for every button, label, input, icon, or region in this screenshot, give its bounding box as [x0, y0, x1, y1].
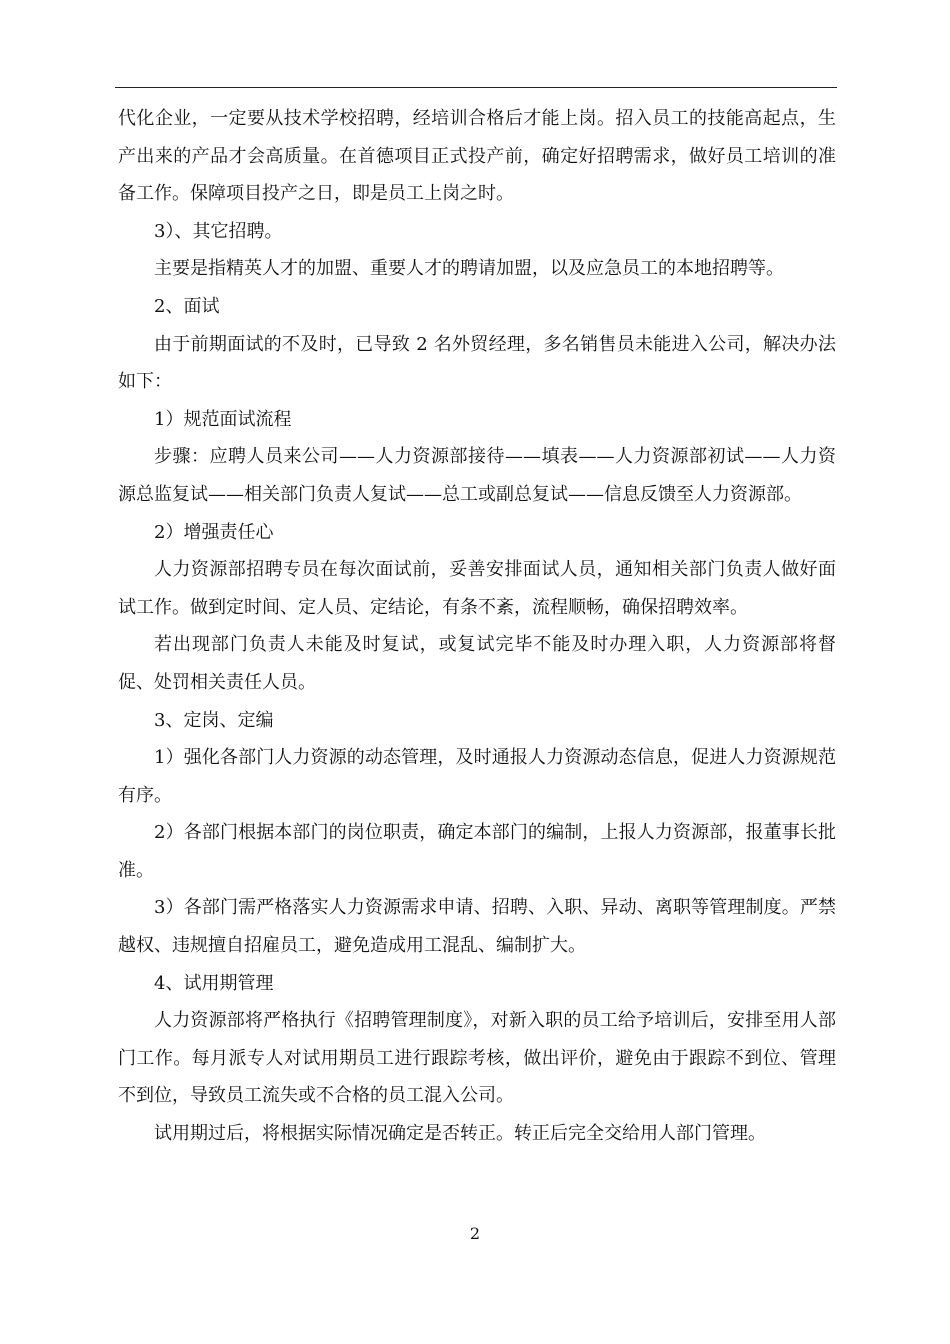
list-item: 3）各部门需严格落实人力资源需求申请、招聘、入职、异动、离职等管理制度。严禁越权、违规擅自招雇员工，避免造成用工混乱、编制扩大。	[118, 897, 836, 957]
paragraph: 人力资源部将严格执行《招聘管理制度》，对新入职的员工给予培训后，安排至用人部门工作。每月派专人对试用期员工进行跟踪考核，做出评价，避免由于跟踪不到位、管理不到位，导致员工流失或不合格的员工混入公司。	[118, 1010, 836, 1107]
page-number: 2	[469, 1224, 481, 1243]
subheading-responsibility: 2）增强责任心	[154, 521, 274, 543]
paragraph: 试用期过后，将根据实际情况确定是否转正。转正后完全交给用人部门管理。	[154, 1123, 766, 1145]
paragraph: 主要是指精英人才的加盟、重要人才的聘请加盟，以及应急员工的本地招聘等。	[154, 258, 784, 280]
section-heading-staffing: 3、定岗、定编	[154, 709, 274, 731]
header-rule	[115, 87, 837, 88]
paragraph: 人力资源部招聘专员在每次面试前，妥善安排面试人员，通知相关部门负责人做好面试工作。做到定时间、定人员、定结论，有条不紊，流程顺畅，确保招聘效率。	[118, 559, 836, 618]
list-item: 2）各部门根据本部门的岗位职责，确定本部门的编制，上报人力资源部，报董事长批准。	[118, 822, 836, 881]
subheading-standardize-process: 1）规范面试流程	[154, 408, 292, 430]
section-heading-interview: 2、面试	[154, 295, 220, 317]
paragraph: 由于前期面试的不及时，已导致 2 名外贸经理，多名销售员未能进入公司，解决办法如下：	[118, 333, 836, 393]
subheading-other-recruitment: 3）、其它招聘。	[154, 220, 283, 242]
document-body	[118, 100, 836, 1153]
section-heading-probation: 4、试用期管理	[154, 972, 274, 994]
paragraph-continuation: 代化企业，一定要从技术学校招聘，经培训合格后才能上岗。招入员工的技能高起点，生产出来的产品才会高质量。在首德项目正式投产前，确定好招聘需求，做好员工培训的准备工作。保障项目投产之日，即是员工上岗之时。	[118, 108, 836, 205]
list-item: 1）强化各部门人力资源的动态管理，及时通报人力资源动态信息，促进人力资源规范有序。	[118, 747, 836, 806]
paragraph: 步骤：应聘人员来公司——人力资源部接待——填表——人力资源部初试——人力资源总监复试——相关部门负责人复试——总工或副总复试——信息反馈至人力资源部。	[118, 446, 836, 505]
paragraph: 若出现部门负责人未能及时复试，或复试完毕不能及时办理入职，人力资源部将督促、处罚相关责任人员。	[118, 634, 836, 693]
